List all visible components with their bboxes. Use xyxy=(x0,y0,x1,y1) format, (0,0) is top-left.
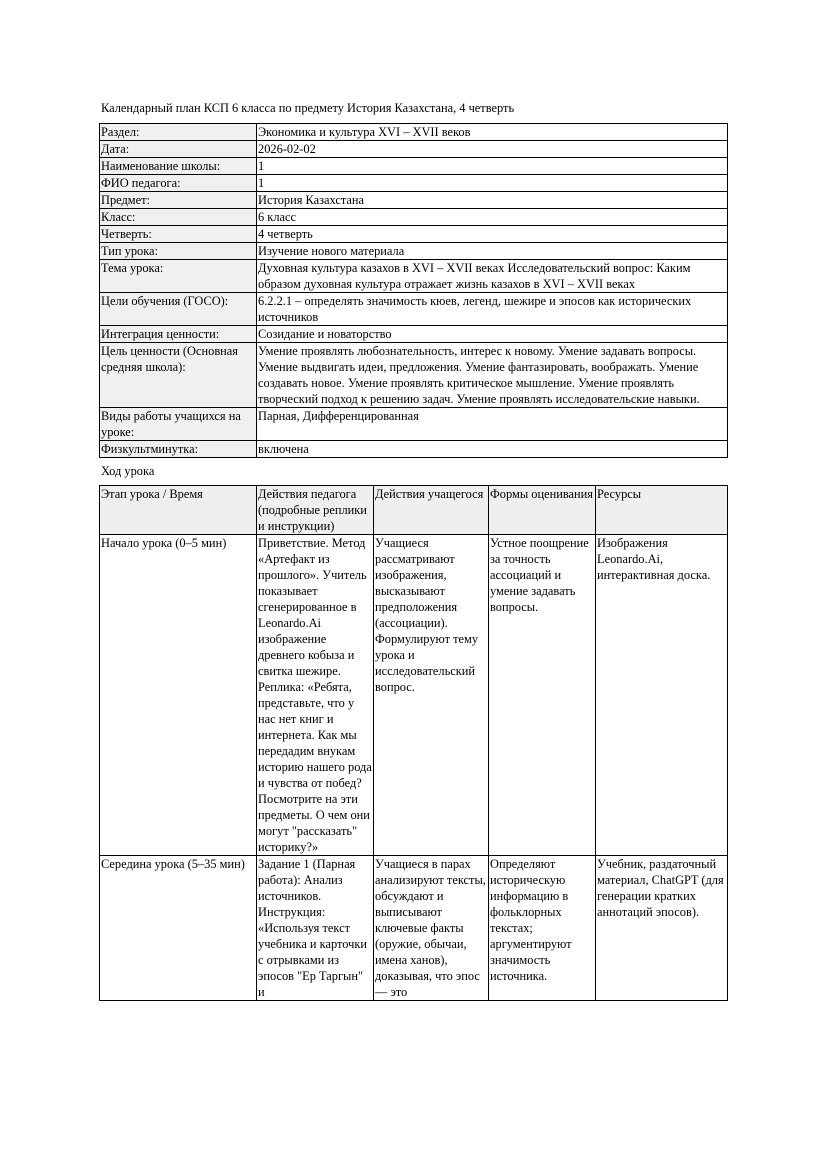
info-row xyxy=(100,158,728,175)
info-value: Созидание и новаторство xyxy=(257,326,728,343)
info-row xyxy=(100,141,728,158)
info-row xyxy=(100,175,728,192)
info-label: Дата: xyxy=(100,141,257,158)
info-row xyxy=(100,260,728,293)
info-row xyxy=(100,293,728,326)
info-row xyxy=(100,124,728,141)
info-value: включена xyxy=(257,441,728,458)
lesson-plan-table xyxy=(99,485,728,1001)
info-row xyxy=(100,326,728,343)
info-label: Тема урока: xyxy=(100,260,257,293)
course-heading: Ход урока xyxy=(101,464,155,478)
info-row xyxy=(100,226,728,243)
info-label: Предмет: xyxy=(100,192,257,209)
info-row xyxy=(100,192,728,209)
info-label: Класс: xyxy=(100,209,257,226)
student-actions-cell: Учащиеся в парах анализируют тексты, обсуждают и выписывают ключевые факты (оружие, обычаи, имена ханов), доказывая, что эпос — это xyxy=(374,856,489,1001)
info-value: 4 четверть xyxy=(257,226,728,243)
teacher-actions-cell: Приветствие. Метод «Артефакт из прошлого». Учитель показывает сгенерированное в Leonardo.Ai изображение древнего кобыза и свитка шежире. Реплика: «Ребята, представьте, что у нас нет книг и интернета. Как мы передадим внукам историю нашего рода и чувства от побед? Посмотрите на эти предметы. О чем они могут "рассказать" историку?» xyxy=(258,536,372,854)
table-row xyxy=(100,856,728,1001)
info-value: 1 xyxy=(257,175,728,192)
stage-cell: Начало урока (0–5 мин) xyxy=(100,535,257,856)
info-label: Раздел: xyxy=(100,124,257,141)
info-row xyxy=(100,408,728,441)
assessment-cell: Устное поощрение за точность ассоциаций и умение задавать вопросы. xyxy=(489,535,596,856)
stage-cell: Середина урока (5–35 мин) xyxy=(100,856,257,1001)
info-value: Экономика и культура XVI – XVII веков xyxy=(257,124,728,141)
info-value: Духовная культура казахов в XVI – XVII веках Исследовательский вопрос: Каким образом духовная культура отражает жизнь казахов в XVI – XVII веках xyxy=(257,260,728,293)
info-label: ФИО педагога: xyxy=(100,175,257,192)
info-label: Тип урока: xyxy=(100,243,257,260)
document-title: Календарный план КСП 6 класса по предмету История Казахстана, 4 четверть xyxy=(101,101,515,115)
info-table xyxy=(99,123,728,458)
info-label: Цель ценности (Основная средняя школа): xyxy=(100,343,257,408)
info-value: Парная, Дифференцированная xyxy=(257,408,728,441)
table-header-row xyxy=(100,486,728,535)
info-label: Интеграция ценности: xyxy=(100,326,257,343)
assessment-cell: Определяют историческую информацию в фольклорных текстах; аргументируют значимость источника. xyxy=(489,856,596,1001)
info-label: Наименование школы: xyxy=(100,158,257,175)
info-label: Виды работы учащихся на уроке: xyxy=(100,408,257,441)
info-row xyxy=(100,243,728,260)
info-value: Умение проявлять любознательность, интерес к новому. Умение задавать вопросы. Умение выдвигать идеи, предложения. Умение фантазировать, воображать. Умение создавать новое. Умение проявлять критическое мышление. Умение проявлять творческий подход к решению задач. Умение проявлять исследовательские навыки. xyxy=(257,343,728,408)
info-value: История Казахстана xyxy=(257,192,728,209)
student-actions-cell: Учащиеся рассматривают изображения, высказывают предположения (ассоциации). Формулируют тему урока и исследовательский вопрос. xyxy=(374,535,489,856)
info-label: Физкультминутка: xyxy=(100,441,257,458)
info-row xyxy=(100,209,728,226)
info-value: 2026-02-02 xyxy=(257,141,728,158)
resources-cell: Изображения Leonardo.Ai, интерактивная доска. xyxy=(596,535,728,856)
info-value: Изучение нового материала xyxy=(257,243,728,260)
header-resources: Ресурсы xyxy=(596,486,728,535)
info-value: 1 xyxy=(257,158,728,175)
header-stage: Этап урока / Время xyxy=(100,486,257,535)
info-value: 6 класс xyxy=(257,209,728,226)
header-student-actions: Действия учащегося xyxy=(374,486,489,535)
info-row xyxy=(100,343,728,408)
table-row xyxy=(100,535,728,856)
resources-cell: Учебник, раздаточный материал, ChatGPT (для генерации кратких аннотаций эпосов). xyxy=(596,856,728,1001)
header-teacher-actions: Действия педагога (подробные реплики и инструкции) xyxy=(257,486,374,535)
info-label: Четверть: xyxy=(100,226,257,243)
info-label: Цели обучения (ГОСО): xyxy=(100,293,257,326)
info-row xyxy=(100,441,728,458)
info-value: 6.2.2.1 – определять значимость кюев, легенд, шежире и эпосов как исторических источников xyxy=(257,293,728,326)
header-assessment: Формы оценивания xyxy=(489,486,596,535)
teacher-actions-cell: Задание 1 (Парная работа): Анализ источников. Инструкция: «Используя текст учебника и карточки с отрывками из эпосов "Ер Таргын" и xyxy=(257,856,374,1001)
